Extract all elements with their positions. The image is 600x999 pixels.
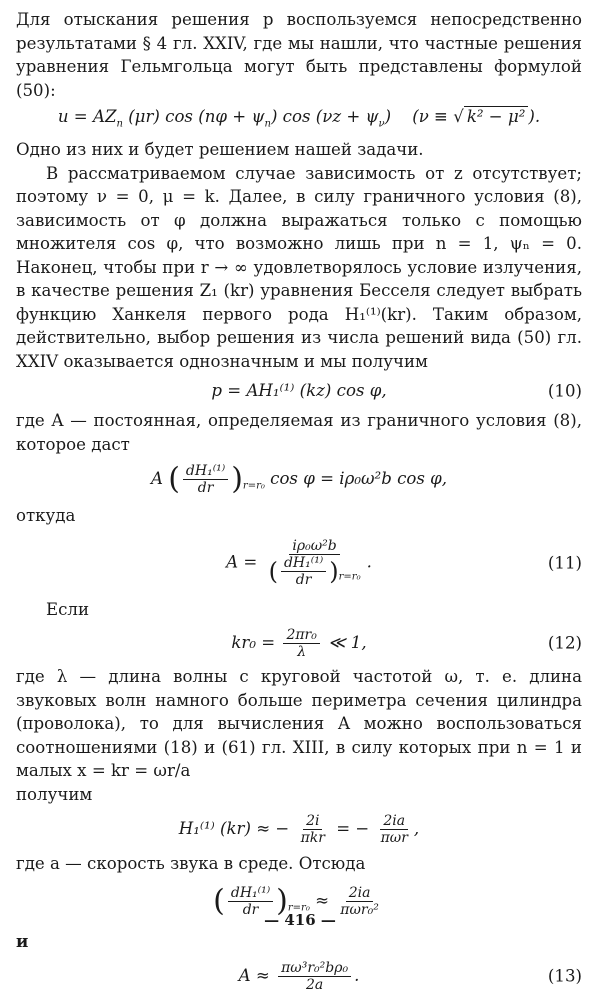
equation-number-13: (13) — [547, 966, 582, 986]
paragraph-1: Для отыскания решения p воспользуемся непосредственно результатами § 4 гл. XXIV, где мы нашли, что частные решения уравнения Гельмгольца могут быть представлены формулой (50): — [16, 10, 582, 100]
paragraph-5: откуда — [16, 506, 76, 525]
equation-number-11: (11) — [547, 552, 582, 572]
paragraph-8: получим — [16, 784, 93, 804]
equation-boundary: A ( $\frac{\text{dH₁⁽¹⁾}}{dr}$ )$_{r=r_0}$ cos φ = iρ₀ω²b cos φ, — [150, 461, 448, 497]
paragraph-10: и — [16, 930, 29, 951]
paragraph-6: Если — [46, 599, 90, 619]
paragraph-2: Одно из них и будет решением нашей задачи. — [16, 140, 424, 159]
page-number: — 416 — — [264, 910, 336, 929]
equation-number-10: (10) — [547, 381, 582, 401]
equation-11: A = iρ₀ω²b ( $\frac{\text{dH₁⁽¹⁾}}{dr}$ )$_{r=r_0}$ . (11) — [226, 537, 582, 588]
equation-derivative: ( $\frac{\text{dH₁⁽¹⁾}}{dr}$ )$_{r=r_0}$ ≈ $\frac{2ia}{\text{πωr₀²}}$ — [213, 883, 379, 919]
equation-hankel: H₁⁽¹⁾ (kr) ≈ − $\frac{2i}{\text{πkr}}$ = − $\frac{2ia}{\text{πωr}}$ , — [178, 812, 420, 846]
paragraph-7: где λ — длина волны с круговой частотой ω, т. е. длина звуковых волн намного больше периметра сечения цилиндра (проволока), то для вычисления A можно воспользоваться соотношениями (18) и (61) гл. XIII, в силу которых при n = 1 и малых x = kr = ωr/a — [16, 667, 582, 780]
equation-10: p = AH₁⁽¹⁾ (kz) cos φ, (10) — [16, 373, 582, 409]
paragraph-3: В рассматриваемом случае зависимость от z отсутствует; поэтому ν = 0, μ = k. Далее, в силу граничного условия (8), зависимость от φ должна выражаться только с помощью множителя cos φ, что возможно лишь при n = 1, ψₙ = 0. Наконец, чтобы при r → ∞ удовлетворялось условие излучения, в качестве решения Z₁ (kr) уравнения Бесселя следует выбрать функцию Ханкеля первого рода H₁⁽¹⁾(kr). Таким образом, действительно, выбор решения из числа решений вида (50) гл. XXIV оказывается однозначным и мы получим — [16, 163, 582, 371]
equation-12: kr₀ = $\frac{\text{2πr₀}}{\lambda}$ ≪ 1, (12) — [231, 626, 582, 660]
paragraph-9: где a — скорость звука в среде. Отсюда — [16, 854, 366, 873]
equation-50: $u = AZ_n$ (μr) $\cos (n\varphi + \psi_n)$ $\cos (\nu z + \psi_\nu)$ (ν ≡ √ k² − μ² ). — [57, 106, 541, 129]
document-page — [16, 8, 582, 999]
equation-number-12: (12) — [547, 633, 582, 653]
equation-13: A ≈ $\frac{\text{πω³r₀²bρ₀}}{2a}$ . (13) — [238, 959, 582, 993]
paragraph-4: где A — постоянная, определяемая из граничного условия (8), которое даст — [16, 411, 582, 454]
